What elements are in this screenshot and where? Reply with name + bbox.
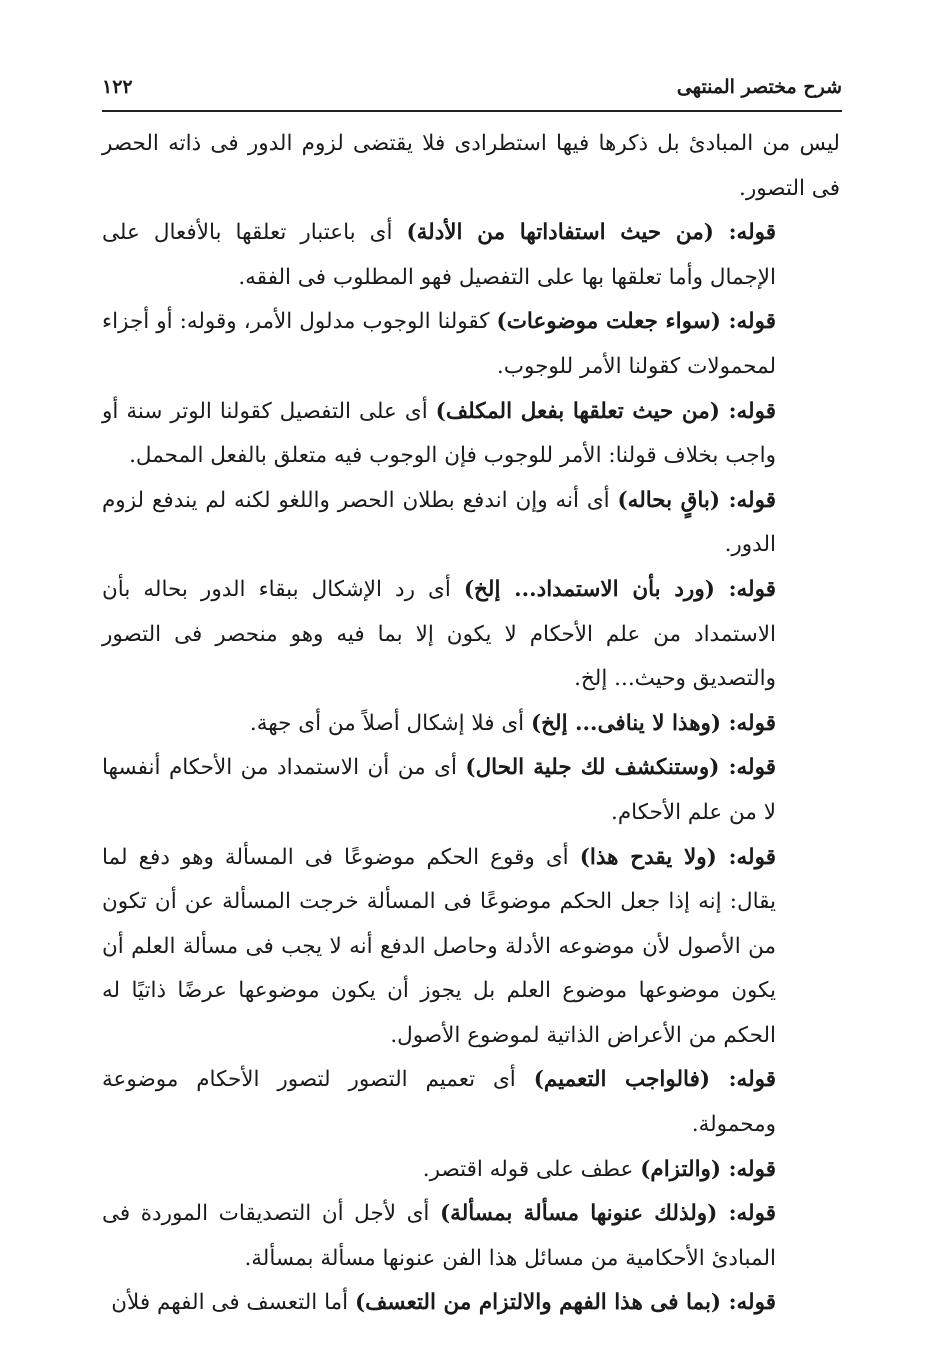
quoted-phrase [465, 755, 776, 780]
quote-text: (ورد بأن الاستمداد... إلخ) [463, 576, 715, 602]
commentary-paragraph [102, 702, 840, 747]
quoted-phrase [618, 488, 777, 513]
explanation-text: ليس من المبادئ بل ذكرها فيها استطرادى فلا يقتضى لزوم الدور فى ذاته الحصر فى التصور. [102, 131, 840, 201]
book-title: شرح مختصر المنتهى [676, 76, 842, 98]
quoted-phrase [440, 1201, 776, 1226]
quote-text: (من حيث استفاداتها من الأدلة) [406, 220, 714, 246]
quote-text: (وهذا لا ينافى... إلخ) [530, 710, 722, 736]
qawluhu-label: قوله: [719, 398, 776, 424]
quote-text: (بما فى هذا الفهم والالتزام من التعسف) [354, 1290, 722, 1316]
commentary-paragraph [102, 1192, 840, 1281]
commentary-paragraph [102, 390, 840, 479]
qawluhu-label: قوله: [719, 755, 776, 781]
quoted-phrase [640, 1157, 776, 1182]
commentary-paragraph [102, 746, 840, 835]
qawluhu-label: قوله: [721, 1156, 776, 1182]
quoted-phrase [497, 309, 776, 334]
quote-text: (سواء جعلت موضوعات) [496, 309, 721, 335]
quoted-phrase [355, 1290, 776, 1315]
body-text [102, 122, 840, 1326]
commentary-paragraph [102, 1281, 840, 1326]
commentary-paragraph [102, 1148, 840, 1193]
qawluhu-label: قوله: [716, 844, 776, 870]
quote-text: (والتزام) [640, 1156, 722, 1182]
explanation-text: أى وقوع الحكم موضوعًا فى المسألة وهو دفع لما يقال: إنه إذا جعل الحكم موضوعًا فى المسألة خرجت المسألة عن أن تكون من الأصول لأن موضوعه الأدلة وحاصل الدفع أنه لا يجب فى مسألة العلم أن يكون موضوعها موضوع العلم بل يجوز أن يكون موضوعها عرضًا ذاتيًا له الحكم من الأعراض الذاتية لموضوع الأصول. [102, 844, 776, 1048]
qawluhu-label: قوله: [720, 309, 776, 335]
header-divider [102, 110, 842, 112]
quote-text: (ولا يقدح هذا) [579, 844, 717, 870]
commentary-paragraph [102, 568, 840, 702]
explanation-text: أما التعسف فى الفهم فلأن [111, 1290, 355, 1316]
quoted-phrase [436, 399, 776, 424]
commentary-paragraph [102, 122, 840, 211]
explanation-text: عطف على قوله اقتصر. [422, 1156, 641, 1182]
commentary-paragraph [102, 479, 840, 568]
explanation-text: أى على التفصيل كقولنا الوتر سنة أو واجب بخلاف قولنا: الأمر للوجوب فإن الوجوب فيه متعلق بالفعل المحمل. [102, 398, 776, 469]
explanation-text: أى من أن الاستمداد من الأحكام أنفسها لا من علم الأحكام. [102, 755, 776, 825]
qawluhu-label: قوله: [721, 1290, 776, 1316]
quoted-phrase [534, 1067, 776, 1092]
explanation-text: أى أنه وإن اندفع بطلان الحصر واللغو لكنه لم يندفع لزوم الدور. [102, 487, 776, 558]
commentary-paragraph [102, 836, 840, 1059]
explanation-text: كقولنا الوجوب مدلول الأمر، وقوله: أو أجزاء لمحمولات كقولنا الأمر للوجوب. [102, 309, 776, 379]
commentary-paragraph [102, 300, 840, 389]
quoted-phrase [464, 577, 776, 602]
quoted-phrase [580, 845, 776, 870]
quote-text: (باقٍ بحاله) [617, 487, 721, 513]
page-header [102, 70, 842, 104]
page-number: ١٢٢ [102, 76, 133, 98]
commentary-paragraph [102, 1058, 840, 1147]
quoted-phrase [406, 220, 776, 245]
explanation-text: أى تعميم التصور لتصور الأحكام موضوعة ومحمولة. [102, 1067, 776, 1138]
qawluhu-label: قوله: [714, 576, 776, 602]
qawluhu-label: قوله: [713, 220, 777, 246]
qawluhu-label: قوله: [710, 1067, 777, 1093]
commentary-paragraph [102, 211, 840, 300]
qawluhu-label: قوله: [720, 487, 776, 513]
qawluhu-label: قوله: [717, 1201, 776, 1227]
quote-text: (وستنكشف لك جلية الحال) [465, 755, 720, 781]
explanation-text: أى باعتبار تعلقها بالأفعال على الإجمال وأما تعلقها بها على التفصيل فهو المطلوب فى الفقه. [102, 220, 776, 290]
explanation-text: أى لأجل أن التصديقات الموردة فى المبادئ الأحكامية من مسائل هذا الفن عنونها مسألة بمسألة. [102, 1201, 776, 1271]
qawluhu-label: قوله: [721, 710, 776, 736]
quote-text: (ولذلك عنونها مسألة بمسألة) [440, 1201, 718, 1227]
explanation-text: أى رد الإشكال ببقاء الدور بحاله بأن الاستمداد من علم الأحكام لا يكون إلا بما فيه وهو منحصر فى التصور والتصديق وحيث... إلخ. [102, 576, 776, 692]
quote-text: (فالواجب التعميم) [533, 1067, 711, 1093]
explanation-text: أى فلا إشكال أصلاً من أى جهة. [249, 710, 531, 736]
quote-text: (من حيث تعلقها بفعل المكلف) [435, 398, 720, 424]
quoted-phrase [531, 711, 776, 736]
